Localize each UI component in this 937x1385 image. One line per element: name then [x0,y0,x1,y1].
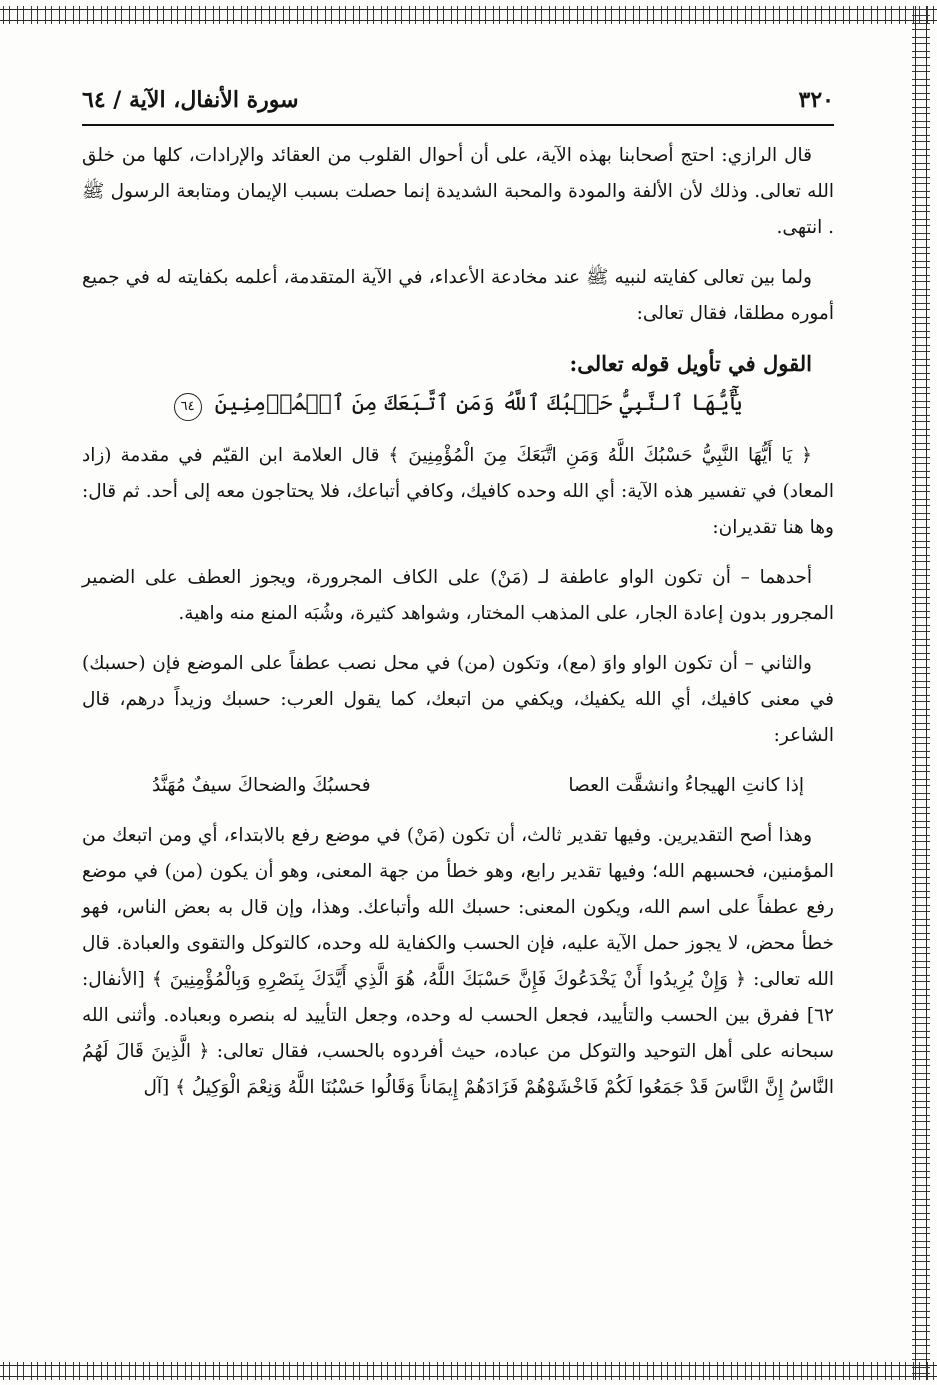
top-ornamental-border [0,6,937,24]
paragraph-intro: ولما بين تعالى كفايته لنبيه ﷺ عند مخادعة الأعداء، في الآية المتقدمة، أعلمه بكفايته له في جميع أموره مطلقا، فقال تعالى: [82,267,834,324]
verse-text: يَٰٓأَيُّهَا ٱلنَّبِيُّ حَسۡبُكَ ٱللَّهُ وَمَنِ ٱتَّبَعَكَ مِنَ ٱلۡمُؤۡمِنِينَ [214,391,743,416]
right-ornamental-border [912,6,930,1380]
page-header [82,80,834,120]
paragraph-conclusion: وهذا أصح التقديرين. وفيها تقدير ثالث، أن تكون (مَنْ) في موضع رفع بالابتداء، أي ومن اتبعك من المؤمنين، فحسبهم الله؛ وفيها تقدير رابع، وهو خطأ من جهة المعنى، وهو أن يكون (من) في موضع رفع عطفاً على اسم الله، ويكون المعنى: حسبك الله وأتباعك. وهذا، وإن قال به بعض الناس، فهو خطأ محض، لا يجوز حمل الآية عليه، فإن الحسب والكفاية لله وحده، كالتوكل والتقوى والعبادة. قال الله تعالى: ﴿ وَإِنْ يُرِيدُوا أَنْ يَخْدَعُوكَ فَإِنَّ حَسْبَكَ اللَّهُ، هُوَ الَّذِي أَيَّدَكَ بِنَصْرِهِ وَبِالْمُؤْمِنِينَ ﴾ [الأنفال: ٦٢] ففرق بين الحسب والتأييد، فجعل الحسب له وحده، وجعل التأييد له بنصره وبعباده. وأثنى الله سبحانه على أهل التوحيد والتوكل من عباده، حيث أفردوه بالحسب، فقال تعالى: ﴿ الَّذِينَ قَالَ لَهُمُ النَّاسُ إِنَّ النَّاسَ قَدْ جَمَعُوا لَكُمْ فَاخْشَوْهُمْ فَزَادَهُمْ إِيمَاناً وَقَالُوا حَسْبُنَا اللَّهُ وَنِعْمَ الْوَكِيلُ ﴾ [آل [82,825,834,1098]
paragraph-ibn-qayyim: ﴿ يَا أَيُّهَا النَّبِيُّ حَسْبُكَ اللَّهُ وَمَنِ اتَّبَعَكَ مِنَ الْمُؤْمِنِينَ ﴾ قال العلامة ابن القيّم في مقدمة (زاد المعاد) في تفسير هذه الآية: أي الله وحده كافيك، وكافي أتباعك، فلا يحتاجون معه إلى أحد. ثم قال: وها هنا تقديران: [82,445,834,538]
poem-verse [82,768,834,804]
page-title: سورة الأنفال، الآية / ٦٤ [82,87,299,113]
quran-verse [82,386,834,426]
page-body [82,138,834,1120]
paragraph-razi: قال الرازي: احتج أصحابنا بهذه الآية، على أن أحوال القلوب من العقائد والإرادات، كلها من خلق الله تعالى. وذلك لأن الألفة والمودة والمحبة الشديدة إنما حصلت بسبب الإيمان ومتابعة الرسول ﷺ . انتهى. [82,145,834,238]
paragraph-second-estimate: والثاني – أن تكون الواو واوَ (مع)، وتكون (من) في محل نصب عطفاً على الموضع فإن (حسبك) في معنى كافيك، أي الله يكفيك، ويكفي من اتبعك، كما يقول العرب: حسبك وزيداً درهم، قال الشاعر: [82,653,834,746]
poem-first-hemistich: إذا كانتِ الهيجاءُ وانشقَّت العصا [568,775,804,796]
paragraph-first-estimate: أحدهما – أن تكون الواو عاطفة لـ (مَنْ) على الكاف المجرورة، ويجوز العطف على الضمير المجرور بدون إعادة الجار، على المذهب المختار، وشواهد كثيرة، وشُبَه المنع منه واهية. [82,567,834,624]
section-heading: القول في تأويل قوله تعالى: [569,351,812,376]
poem-second-hemistich: فحسبُكَ والضحاكَ سيفٌ مُهَنَّدُ [152,775,371,796]
verse-number-medallion: ٦٤ [174,393,202,421]
bottom-ornamental-border [0,1362,937,1380]
header-divider [82,124,834,126]
page-number: ٣٢٠ [798,87,834,113]
